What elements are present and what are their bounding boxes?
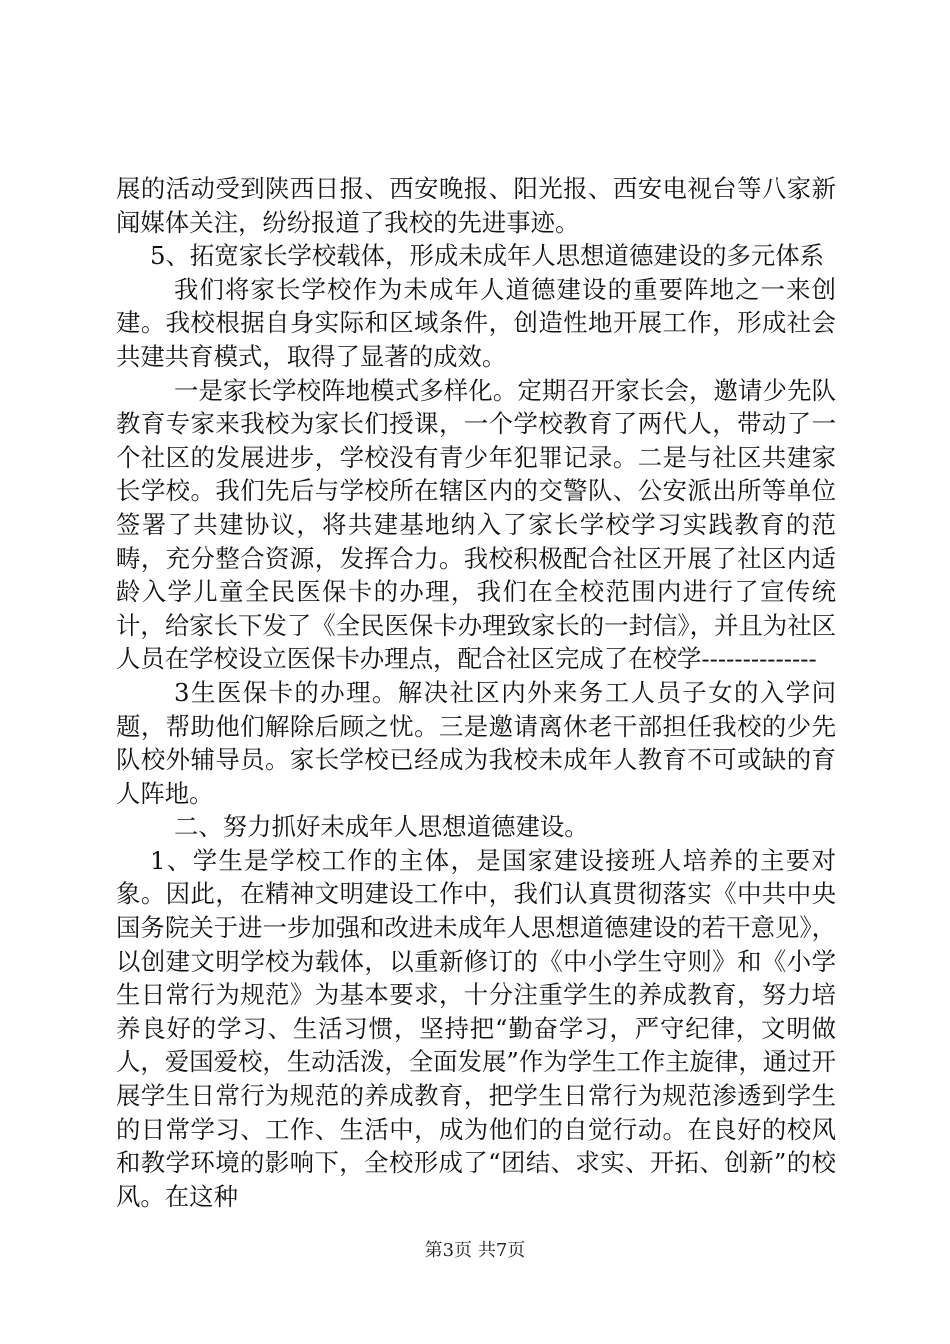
paragraph-6-heading: 二、努力抓好未成年人思想道德建设。 [174, 812, 589, 842]
paragraph-4: 一是家长学校阵地模式多样化。定期召开家长会，邀请少先队教育专家来我校为家长们授课，一个学校教育了两代人，带动了一个社区的发展进步，学校没有青少年犯罪记录。二是与社区共建家长学校。我们先后与学校所在辖区内的交警队、公安派出所等单位签署了共建协议，将共建基地纳入了家长学校学习实践教育的范畴，充分整合资源，发挥合力。我校积极配合社区开展了社区内适龄入学儿童全民医保卡的办理，我们在全校范围内进行了宣传统计，给家长下发了《全民医保卡办理致家长的一封信》，并且为社区人员在学校设立医保卡办理点，配合社区完成了在校学-------------- [116, 375, 836, 674]
paragraph-3: 我们将家长学校作为未成年人道德建设的重要阵地之一来创建。我校根据自身实际和区域条件，创造性地开展工作，形成社会共建共育模式，取得了显著的成效。 [116, 274, 836, 371]
document-body [116, 172, 836, 1213]
page-number-footer: 第3页 共7页 [424, 1240, 526, 1261]
paragraph-5: 3生医保卡的办理。解决社区内外来务工人员子女的入学问题，帮助他们解除后顾之忧。三是邀请离休老干部担任我校的少先队校外辅导员。家长学校已经成为我校未成年人教育不可或缺的育人阵地。 [116, 677, 836, 808]
paragraph-1: 展的活动受到陕西日报、西安晚报、阳光报、西安电视台等八家新闻媒体关注，纷纷报道了我校的先进事迹。 [116, 174, 836, 237]
paragraph-2-heading: 5、拓宽家长学校载体，形成未成年人思想道德建设的多元体系 [150, 241, 825, 271]
paragraph-7: 1、学生是学校工作的主体，是国家建设接班人培养的主要对象。因此，在精神文明建设工作中，我们认真贯彻落实《中共中央国务院关于进一步加强和改进未成年人思想道德建设的若干意见》，以创建文明学校为载体，以重新修订的《中小学生守则》和《小学生日常行为规范》为基本要求，十分注重学生的养成教育，努力培养良好的学习、生活习惯，坚持把“勤奋学习，严守纪律，文明做人，爱国爱校，生动活泼，全面发展”作为学生工作主旋律，通过开展学生日常行为规范的养成教育，把学生日常行为规范渗透到学生的日常学习、工作、生活中，成为他们的自觉行动。在良好的校风和教学环境的影响下，全校形成了“团结、求实、开拓、创新”的校风。在这种 [116, 845, 836, 1211]
